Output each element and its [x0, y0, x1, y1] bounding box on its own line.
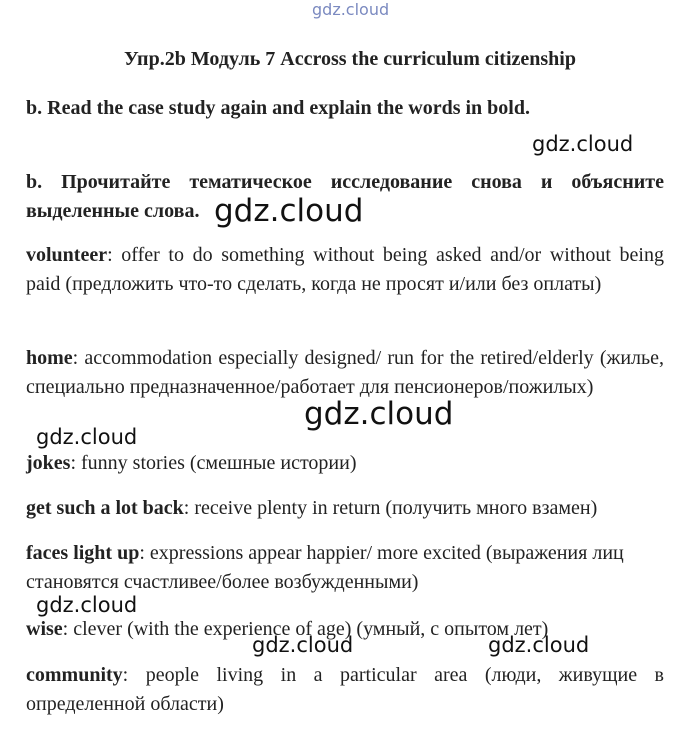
definition-faces-light-up: : expressions appear happier/ more excited (выражения лиц становятся счастливее/более возбужденными)	[26, 542, 624, 593]
watermark: gdz.cloud	[36, 593, 138, 617]
instruction-russian: b. Прочитайте тематическое исследование снова и объясните выделенные слова.	[26, 171, 664, 222]
term-jokes: jokes	[26, 452, 71, 474]
term-volunteer: volunteer	[26, 244, 108, 266]
entry-get-such-a-lot-back	[26, 494, 664, 523]
definition-get-such-a-lot-back: : receive plenty in return (получить много взамен)	[183, 497, 598, 519]
watermark: gdz.cloud	[304, 396, 454, 432]
term-get-such-a-lot-back: get such a lot back	[26, 497, 184, 519]
definition-jokes: : funny stories (смешные истории)	[70, 452, 357, 474]
watermark: gdz.cloud	[532, 132, 634, 156]
term-faces-light-up: faces light up	[26, 542, 140, 564]
definition-volunteer: : offer to do something without being asked and/or without being paid (предложить что-то сделать, когда не просят и/или без оплаты)	[26, 244, 664, 295]
watermark-top: gdz.cloud	[312, 0, 390, 19]
instruction-english: b. Read the case study again and explain the words in bold.	[26, 97, 530, 119]
page-title: Упр.2b Модуль 7 Accross the curriculum citizenship	[124, 48, 576, 70]
watermark: gdz.cloud	[214, 193, 364, 229]
definition-wise: : clever (with the experience of age) (умный, с опытом лет)	[62, 618, 549, 640]
watermark: gdz.cloud	[488, 633, 590, 657]
term-community: community	[26, 664, 123, 686]
entry-community	[26, 661, 664, 719]
entry-jokes	[26, 449, 664, 478]
entry-home	[26, 344, 664, 402]
entry-faces-light-up	[26, 539, 664, 597]
watermark: gdz.cloud	[252, 633, 354, 657]
term-wise: wise	[26, 618, 63, 640]
watermark: gdz.cloud	[36, 425, 138, 449]
term-home: home	[26, 347, 73, 369]
definition-community: : people living in a particular area (люди, живущие в определенной области)	[26, 664, 664, 715]
definition-home: : accommodation especially designed/ run for the retired/elderly (жилье, специально предназначенное/работает для пенсионеров/пожилых)	[26, 347, 664, 398]
entry-volunteer	[26, 241, 664, 299]
